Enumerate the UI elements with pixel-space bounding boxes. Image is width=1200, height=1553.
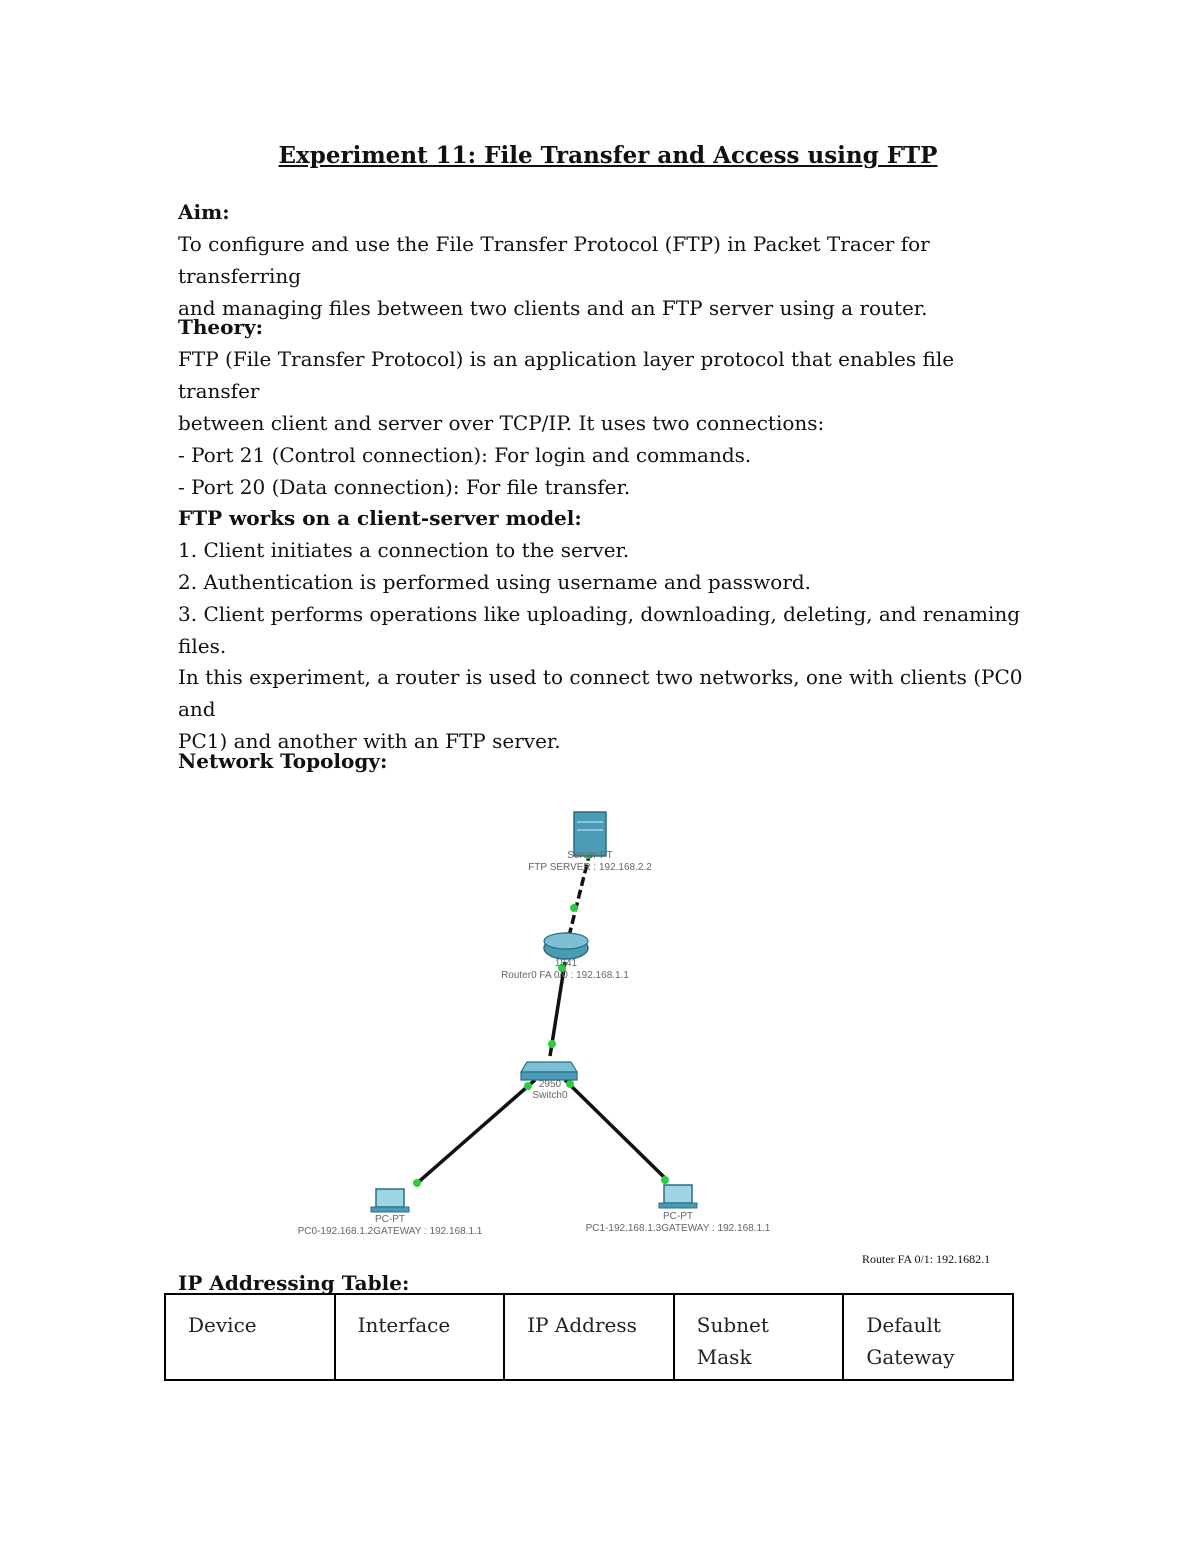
table-header-cell: Subnet Mask [674, 1294, 844, 1380]
page-title: Experiment 11: File Transfer and Access using FTP [278, 142, 938, 169]
port-indicators [413, 851, 669, 1187]
pc1-label: PC-PT [663, 1211, 693, 1222]
topology-section [178, 745, 1038, 777]
pc0-ip-label: PC0-192.168.1.2GATEWAY : 192.168.1.1 [297, 1226, 483, 1237]
pc1-ip-label: PC1-192.168.1.3GATEWAY : 192.168.1.1 [585, 1223, 771, 1234]
ip-addressing-table [164, 1293, 1014, 1381]
model-item: 3. Client performs operations like uploading, downloading, deleting, and renaming files. [178, 602, 1021, 658]
router-model-label: 1841 [554, 958, 578, 969]
model-item: 1. Client initiates a connection to the server. [178, 538, 630, 562]
switch-pc0-link [415, 1080, 535, 1185]
router-ip-label: Router0 FA 0/0 : 192.168.1.1 [501, 970, 629, 981]
theory-line: between client and server over TCP/IP. It uses two connections: [178, 411, 825, 435]
pc0-icon [371, 1189, 409, 1212]
table-header-cell: IP Address [504, 1294, 674, 1380]
ip-table-heading: IP Addressing Table: [178, 1271, 410, 1295]
topology-heading: Network Topology: [178, 749, 388, 773]
table-header-cell: Device [165, 1294, 335, 1380]
port-indicator [524, 1082, 532, 1090]
theory-line: FTP (File Transfer Protocol) is an application layer protocol that enables file transfer [178, 347, 955, 403]
aim-line: To configure and use the File Transfer Protocol (FTP) in Packet Tracer for transferring [178, 232, 930, 288]
switch-model-label: 2950 [538, 1079, 562, 1090]
server-ip-label: FTP SERVER : 192.168.2.2 [528, 862, 652, 873]
table-header-cell: Default Gateway [843, 1294, 1013, 1380]
switch-label: Switch0 [532, 1090, 568, 1101]
router-icon [544, 933, 588, 959]
pc1-icon [659, 1185, 697, 1208]
theory-section [178, 311, 1038, 503]
aim-line: and managing files between two clients and an FTP server using a router. [178, 296, 928, 320]
aim-heading: Aim: [178, 200, 230, 224]
network-topology-diagram [265, 800, 825, 1250]
pc0-label: PC-PT [375, 1214, 405, 1225]
table-header-cell: Interface [335, 1294, 505, 1380]
experiment-line: PC1) and another with an FTP server. [178, 729, 561, 753]
server-label: Server-PT [567, 850, 613, 861]
port-indicator [566, 1080, 574, 1088]
theory-line: - Port 20 (Data connection): For file transfer. [178, 475, 631, 499]
switch-pc1-link [565, 1080, 667, 1180]
model-item: 2. Authentication is performed using username and password. [178, 570, 812, 594]
switch-icon [521, 1062, 577, 1080]
aim-section [178, 196, 1038, 324]
port-indicator [570, 904, 578, 912]
router-note: Router FA 0/1: 192.1682.1 [862, 1252, 991, 1266]
port-indicator [413, 1179, 421, 1187]
port-indicator [548, 1040, 556, 1048]
port-indicator [661, 1176, 669, 1184]
experiment-section [178, 661, 1038, 757]
model-heading: FTP works on a client-server model: [178, 506, 582, 530]
table-header-row [165, 1294, 1013, 1380]
theory-heading: Theory: [178, 315, 264, 339]
experiment-line: In this experiment, a router is used to connect two networks, one with clients (PC0 and [178, 665, 1023, 721]
theory-line: - Port 21 (Control connection): For login and commands. [178, 443, 752, 467]
model-section [178, 502, 1038, 662]
